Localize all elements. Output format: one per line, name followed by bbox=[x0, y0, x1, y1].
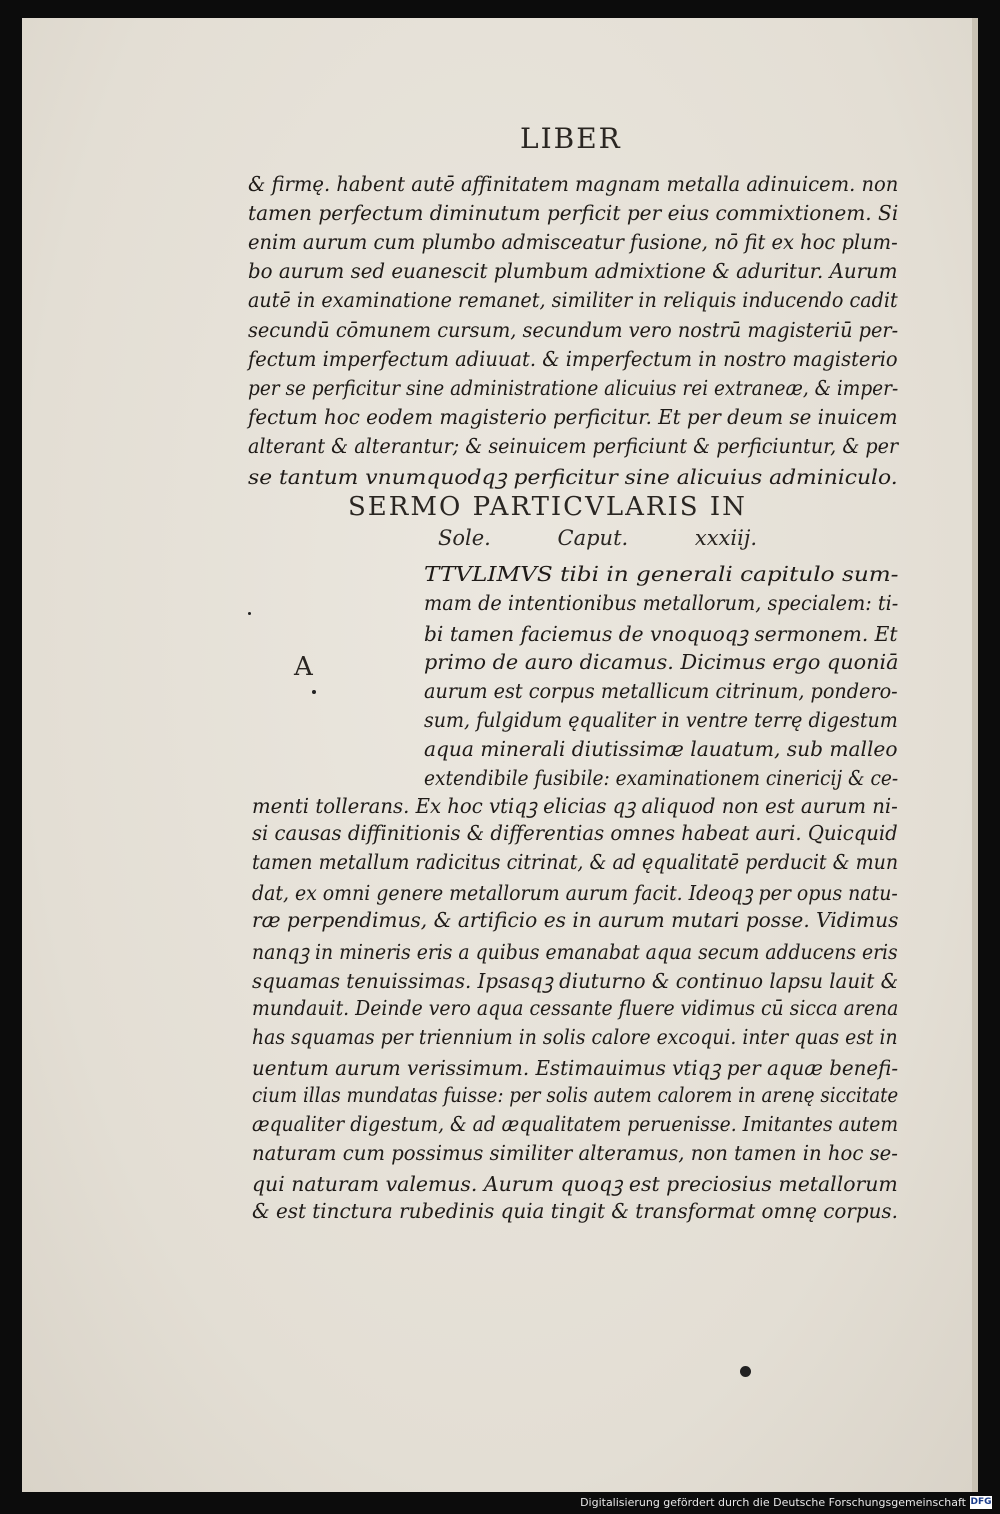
text-line: sum, fulgidum ęqualiter in ventre terrę digestum bbox=[424, 708, 898, 732]
text-line: dat, ex omni genere metallorum aurum facit. Ideoqꝫ per opus natu- bbox=[252, 881, 898, 906]
text-line: menti tollerans. Ex hoc vtiqꝫ elicias qꝫ aliquod non est aurum ni- bbox=[252, 794, 898, 818]
section-subheading: Sole. Caput. xxxiij. bbox=[438, 526, 758, 550]
text-line: se tantum vnumquodqꝫ perficitur sine alicuius adminiculo. bbox=[248, 465, 898, 489]
text-line: tamen metallum radicitus citrinat, & ad ęqualitatē perducit & mun bbox=[252, 850, 899, 875]
text-line: aqua minerali diutissimæ lauatum, sub malleo bbox=[424, 737, 898, 762]
dfg-logo: DFG bbox=[970, 1497, 992, 1507]
text-line: nanqꝫ in mineris eris a quibus emanabat aqua secum adducens eris bbox=[252, 939, 898, 964]
initial-letter: A bbox=[294, 652, 313, 682]
text-line: autē in examinatione remanet, similiter in reliquis inducendo cadit bbox=[248, 288, 898, 313]
text-line: has squamas per triennium in solis calore excoqui. inter quas est in bbox=[252, 1024, 898, 1049]
text-line: cium illas mundatas fuisse: per solis autem calorem in arenę siccitate bbox=[252, 1083, 899, 1107]
text-line: uentum aurum verissimum. Estimauimus vtiqꝫ per aquæ benefi- bbox=[252, 1055, 899, 1080]
text-line: fectum imperfectum adiuuat. & imperfectum in nostro magisterio bbox=[248, 346, 898, 371]
text-line: mam de intentionibus metallorum, specialem: ti- bbox=[424, 591, 899, 616]
text-line: alterant & alterantur; & seinuicem perficiunt & perficiuntur, & per bbox=[248, 433, 899, 458]
text-line: qui naturam valemus. Aurum quoqꝫ est preciosius metallorum bbox=[252, 1172, 898, 1197]
margin-mark bbox=[248, 612, 251, 615]
text-line: & firmę. habent autē affinitatem magnam metalla adinuicem. non bbox=[248, 172, 899, 196]
text-line: bi tamen faciemus de vnoquoqꝫ sermonem. Et bbox=[424, 622, 898, 647]
text-line: æqualiter digestum, & ad æqualitatem peruenisse. Imitantes autem bbox=[252, 1112, 899, 1137]
text-line: ræ perpendimus, & artificio es in aurum mutari posse. Vidimus bbox=[252, 908, 899, 933]
section-heading: SERMO PARTICVLARIS IN bbox=[348, 492, 747, 522]
text-line: naturam cum possimus similiter alteramus, non tamen in hoc se- bbox=[252, 1141, 898, 1166]
text-line: extendibile fusibile: examinationem cinericij & ce- bbox=[424, 766, 899, 791]
text-line: bo aurum sed euanescit plumbum admixtione & aduritur. Aurum bbox=[248, 259, 898, 284]
text-line: TTVLIMVS tibi in generali capitulo sum- bbox=[424, 562, 899, 586]
footer-credit: Digitalisierung gefördert durch die Deutsche Forschungsgemeinschaft bbox=[580, 1496, 966, 1509]
page-dot bbox=[740, 1366, 751, 1377]
text-line: tamen perfectum diminutum perficit per eius commixtionem. Si bbox=[248, 201, 899, 226]
text-line: aurum est corpus metallicum citrinum, pondero- bbox=[424, 678, 898, 703]
text-line: fectum hoc eodem magisterio perficitur. Et per deum se inuicem bbox=[248, 404, 898, 429]
text-line: secundū cōmunem cursum, secundum vero nostrū magisteriū per- bbox=[248, 317, 899, 342]
text-line: enim aurum cum plumbo admisceatur fusione, nō fit ex hoc plum- bbox=[248, 230, 898, 255]
text-line: squamas tenuissimas. Ipsasqꝫ diuturno & continuo lapsu lauit & bbox=[252, 968, 899, 993]
running-header: LIBER bbox=[520, 122, 622, 155]
text-line: mundauit. Deinde vero aqua cessante fluere vidimus cū sicca arena bbox=[252, 995, 899, 1020]
text-line: si causas diffinitionis & differentias omnes habeat auri. Quicquid bbox=[252, 821, 898, 846]
text-line: per se perficitur sine administratione alicuius rei extraneæ, & imper- bbox=[248, 375, 899, 400]
text-line: & est tinctura rubedinis quia tingit & transformat omnę corpus. bbox=[252, 1199, 898, 1224]
margin-dot bbox=[312, 690, 316, 694]
text-line: primo de auro dicamus. Dicimus ergo quoniā bbox=[424, 649, 899, 674]
